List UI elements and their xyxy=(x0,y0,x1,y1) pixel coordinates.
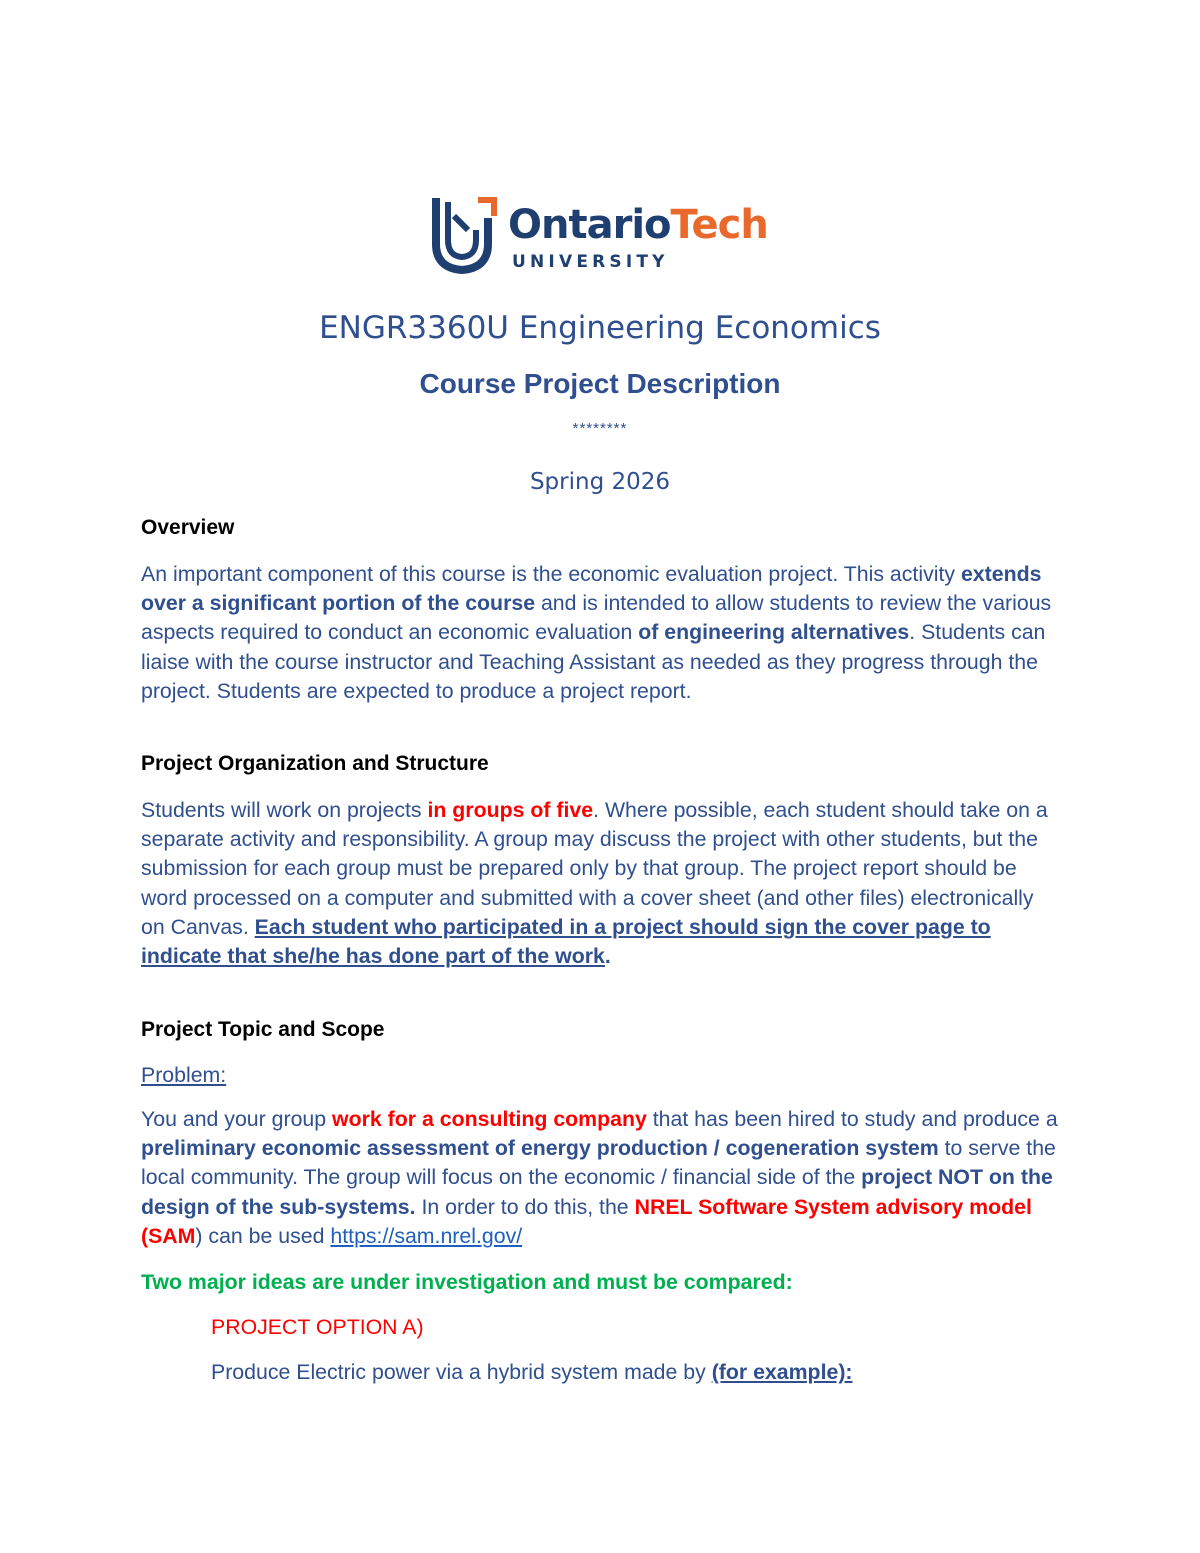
university-shield-icon xyxy=(432,196,500,274)
scope-heading: Project Topic and Scope xyxy=(141,1018,385,1041)
problem-paragraph: You and your group work for a consulting company that has been hired to study and produce a preliminary economic assessment of energy production / cogeneration system to serve the local community. The group will focus on the economic / financial side of the project NOT on the design of the sub-systems. In order to do this, the NREL Software System advisory model (SAM) can be used https://sam.nrel.gov/ xyxy=(141,1107,1058,1248)
logo-subtitle: UNIVERSITY xyxy=(512,252,669,272)
project-option-a-heading: PROJECT OPTION A) xyxy=(211,1315,424,1339)
course-title: ENGR3360U Engineering Economics xyxy=(319,310,881,346)
sam-link[interactable]: https://sam.nrel.gov/ xyxy=(330,1223,523,1248)
problem-label: Problem: xyxy=(141,1063,227,1087)
compare-statement: Two major ideas are under investigation and must be compared: xyxy=(141,1270,793,1294)
logo-wordmark: OntarioTech xyxy=(508,202,768,248)
separator-stars: ******** xyxy=(572,420,628,437)
ontario-tech-logo xyxy=(432,196,772,274)
overview-paragraph: An important component of this course is the economic evaluation project. This activity extends over a significant portion of the course and is intended to allow students to review the various aspects required to conduct an economic evaluation of engineering alternatives. Students can liaise with the course instructor and Teaching Assistant as needed as they progress through the project. Students are expected to produce a project report. xyxy=(141,562,1052,703)
overview-heading: Overview xyxy=(141,516,235,539)
term-label: Spring 2026 xyxy=(529,469,671,495)
document-title: Course Project Description xyxy=(419,368,781,399)
project-option-a-text: Produce Electric power via a hybrid system made by (for example): xyxy=(211,1360,853,1384)
organization-paragraph: Students will work on projects in groups of five. Where possible, each student should take on a separate activity and responsibility. A group may discuss the project with other students, but the submission for each group must be prepared only by that group. The project report should be word processed on a computer and submitted with a cover sheet (and other files) electronically on Canvas. Each student who participated in a project should sign the cover page to indicate that she/he has done part of the work. xyxy=(141,798,1048,969)
organization-heading: Project Organization and Structure xyxy=(141,752,489,775)
